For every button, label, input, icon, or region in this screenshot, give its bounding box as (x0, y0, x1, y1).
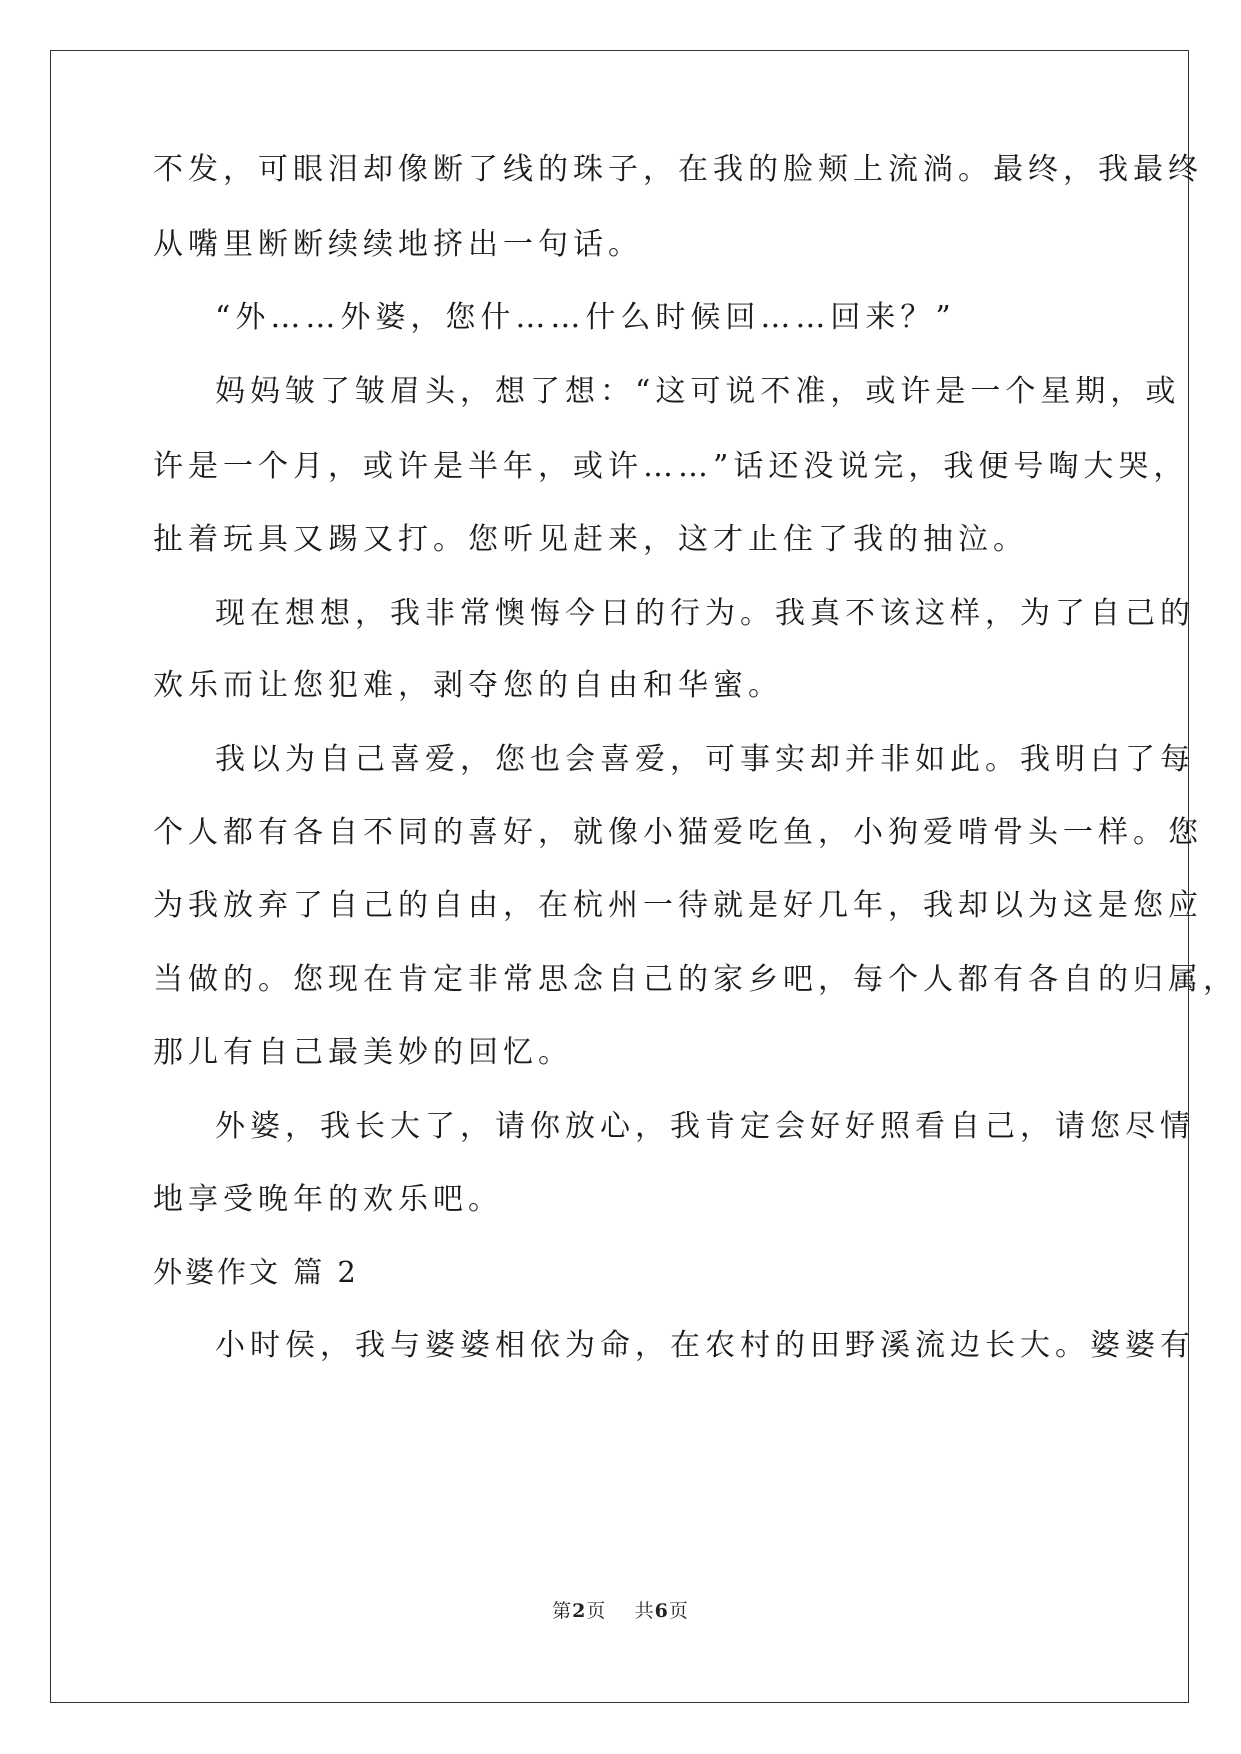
paragraph-line: 欢乐而让您犯难，剥夺您的自由和华蜜。 (153, 668, 783, 703)
paragraph-line: 那儿有自己最美妙的回忆。 (153, 1035, 573, 1070)
paragraph-line: 我以为自己喜爱，您也会喜爱，可事实却并非如此。我明白了每 (215, 742, 1195, 777)
paragraph-line: 许是一个月，或许是半年，或许……”话还没说完，我便号啕大哭， (153, 449, 1189, 484)
footer-mid: 页 共 (586, 1600, 655, 1622)
footer-page-number: 2 (572, 1600, 587, 1622)
page-footer (0, 1596, 1241, 1623)
section-heading: 外婆作文 篇 2 (153, 1255, 359, 1289)
paragraph-line: 妈妈皱了皱眉头，想了想：“这可说不准，或许是一个星期，或 (215, 374, 1181, 409)
footer-prefix: 第 (552, 1600, 573, 1622)
footer-suffix: 页 (668, 1600, 689, 1622)
paragraph-line: 不发，可眼泪却像断了线的珠子，在我的脸颊上流淌。最终，我最终 (153, 152, 1203, 187)
paragraph-line: 扯着玩具又踢又打。您听见赶来，这才止住了我的抽泣。 (153, 522, 1028, 557)
footer-total-pages: 6 (654, 1600, 669, 1622)
paragraph-line: 外婆，我长大了，请你放心，我肯定会好好照看自己，请您尽情 (215, 1109, 1195, 1144)
paragraph-line: 当做的。您现在肯定非常思念自己的家乡吧，每个人都有各自的归属， (153, 962, 1238, 997)
paragraph-line: 个人都有各自不同的喜好，就像小猫爱吃鱼，小狗爱啃骨头一样。您 (153, 815, 1203, 850)
paragraph-line: 现在想想，我非常懊悔今日的行为。我真不该这样，为了自己的 (215, 596, 1195, 631)
paragraph-line: 为我放弃了自己的自由，在杭州一待就是好几年，我却以为这是您应 (153, 888, 1203, 923)
paragraph-line: 地享受晚年的欢乐吧。 (153, 1182, 503, 1217)
paragraph-line: 从嘴里断断续续地挤出一句话。 (153, 227, 643, 262)
paragraph-line: “外……外婆，您什……什么时候回……回来？” (215, 300, 956, 335)
paragraph-line: 小时侯，我与婆婆相依为命，在农村的田野溪流边长大。婆婆有 (215, 1328, 1195, 1363)
